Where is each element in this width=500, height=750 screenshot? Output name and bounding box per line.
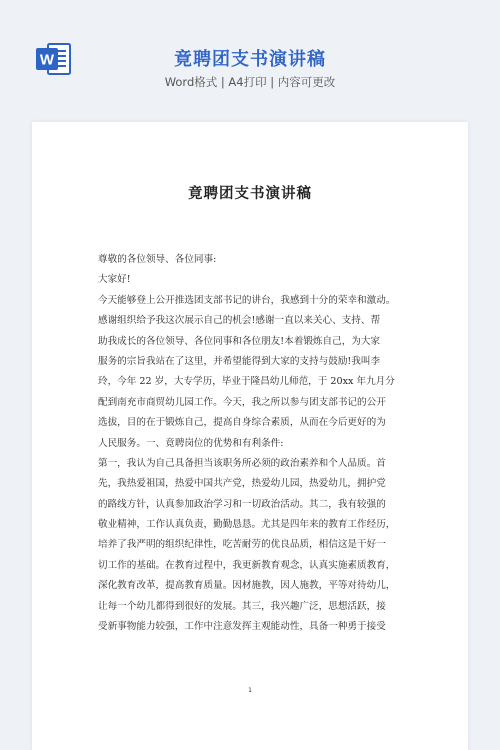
document-body: [98, 250, 410, 637]
body-line: 今天能够登上公开推选团支部书记的讲台，我感到十分的荣幸和激动。: [98, 294, 396, 306]
body-line: 服务的宗旨我站在了这里，并希望能得到大家的支持与鼓励!我叫李: [98, 355, 381, 367]
body-line: 让每一个幼儿都得到很好的发展。其三，我兴趣广泛，思想活跃，接: [98, 600, 386, 612]
page-header: [0, 0, 500, 105]
document-title: 竟聘团支书演讲稿: [188, 185, 312, 202]
word-icon-letter: W: [39, 51, 55, 69]
body-line: 人民服务。一、竟聘岗位的优势和有利条件:: [98, 437, 284, 449]
body-line: 培养了我严明的组织纪律性，吃苦耐劳的优良品质，相信这是干好一: [98, 539, 386, 551]
document-page: [32, 122, 468, 750]
header-title: 竟聘团支书演讲稿: [174, 49, 326, 70]
body-line: 的路线方针，认真参加政治学习和一切政治活动。其二，我有较强的: [98, 498, 386, 510]
body-line: 助我成长的各位领导、各位同事和各位朋友!本着锻炼自己，为大家: [98, 335, 381, 347]
body-line: 深化教育改革，提高教育质量。因材施教，因人施教，平等对待幼儿，: [98, 580, 396, 592]
body-line: 第一，我认为自己具备担当该职务所必须的政治素养和个人品质。首: [98, 457, 386, 469]
body-line-greeting: 大家好!: [98, 274, 131, 286]
body-line: 配到南充市商贸幼儿园工作。今天，我之所以参与团支部书记的公开: [98, 396, 386, 408]
body-line: 受新事物能力较强，工作中注意发挥主观能动性，具备一种勇于接受: [98, 621, 386, 633]
body-line: 玲，今年 22 岁，大专学历，毕业于隆昌幼儿师范，于 20xx 年九月分: [98, 376, 395, 388]
body-line: 切工作的基础。在教育过程中，我更新教育观念，认真实施素质教育，: [98, 559, 396, 571]
body-line: 敬业精神，工作认真负责，勤勤恳恳。尤其是四年来的教育工作经历，: [98, 519, 396, 531]
body-line: 感谢组织给予我这次展示自己的机会!感谢一直以来关心、支持、帮: [98, 315, 381, 327]
page-number: 1: [248, 687, 252, 694]
body-line: 先，我热爱祖国，热爱中国共产党，热爱幼儿园，热爱幼儿，拥护党: [98, 478, 386, 490]
body-line-salutation: 尊敬的各位领导、各位同事:: [98, 254, 217, 265]
body-line: 选拔，目的在于锻炼自己，提高自身综合素质，从而在今后更好的为: [98, 417, 386, 429]
header-subtitle: Word格式 | A4打印 | 内容可更改: [164, 75, 336, 89]
